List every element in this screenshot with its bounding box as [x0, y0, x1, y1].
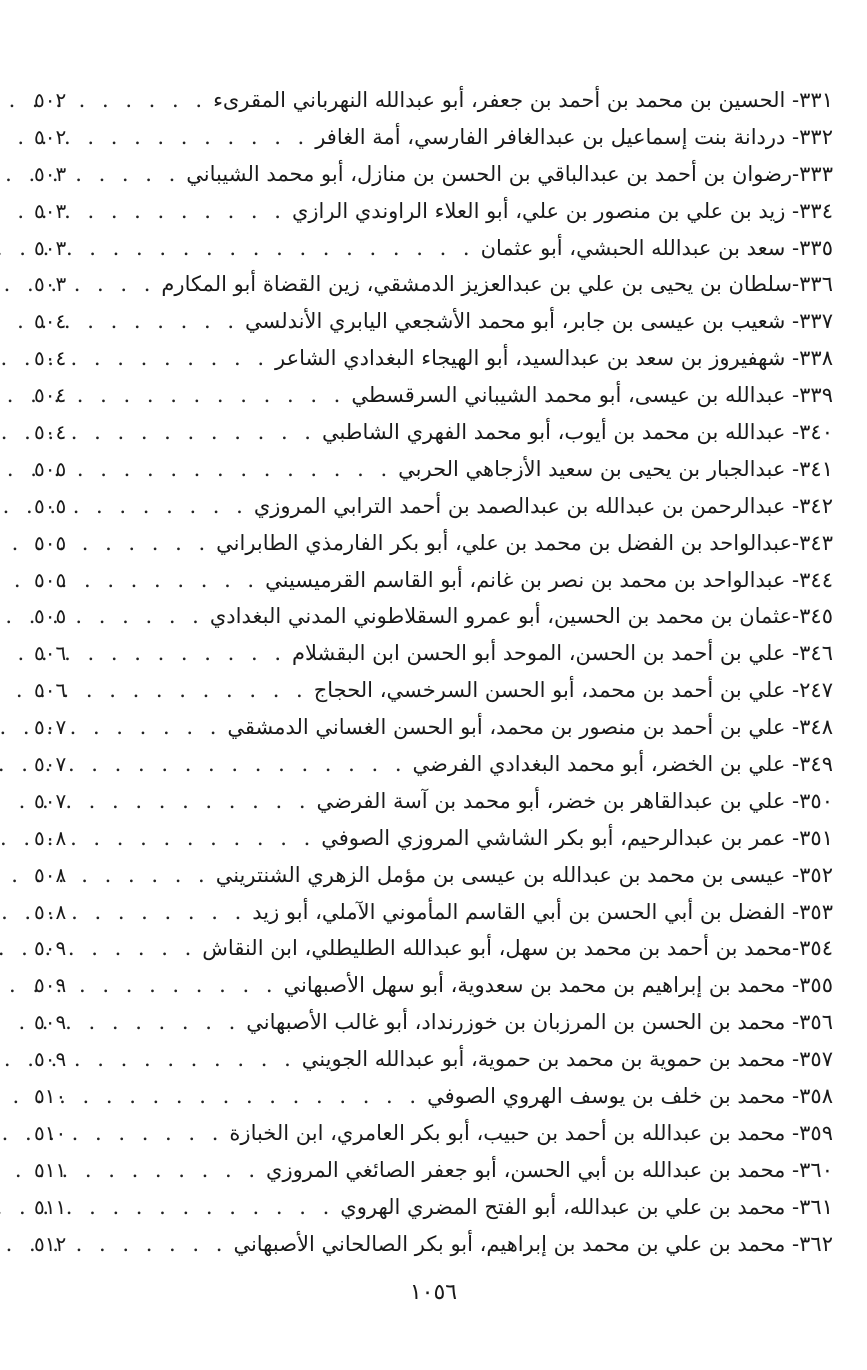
entry-title: ٣٥٩- محمد بن عبدالله بن أحمد بن حبيب، أبو بكر العامري، ابن الخبازة [229, 1120, 833, 1145]
entry-title: ٣٦٠- محمد بن عبدالله بن أبي الحسن، أبو جعفر الصائغي المروزي [266, 1157, 833, 1182]
toc-entry [34, 635, 833, 672]
entry-title: ٣٣٩- عبدالله بن عيسى، أبو محمد الشيباني السرقسطي [351, 383, 833, 408]
entry-title: ٣٣٦-سلطان بن يحيى بن علي بن عبدالعزيز الدمشقي، زين القضاة أبو المكارم [161, 272, 833, 297]
entry-title: ٣٥٣- الفضل بن أبي الحسن بن أبي القاسم المأموني الآملي، أبو زيد [252, 899, 833, 924]
entry-page-number: ٥٠٩ [34, 1010, 67, 1035]
dot-leader [88, 930, 202, 967]
entry-title: ٣٣٢- دردانة بنت إسماعيل بن عبدالغافر الفارسي، أمة الغافر [315, 124, 833, 149]
toc-entry [34, 894, 833, 931]
toc-entry [34, 746, 833, 783]
entry-page-number: ٥٠٥ [34, 493, 67, 518]
entry-page-number: ٥٠٩ [34, 936, 67, 961]
entry-title: ٣٤٥-عثمان بن محمد بن الحسين، أبو عمرو السقلاطوني المدني البغدادي [209, 604, 833, 629]
dot-leader [88, 451, 398, 488]
toc-entry [34, 857, 833, 894]
dot-leader [88, 967, 284, 1004]
entry-title: ٢٤٧- علي بن أحمد بن محمد، أبو الحسن السرخسي، الحجاج [313, 678, 833, 703]
dot-leader [88, 1041, 302, 1078]
entry-page-number: ٥١٠ [34, 1120, 67, 1145]
entry-page-number: ٥٠٥ [34, 530, 67, 555]
toc-entry [34, 1041, 833, 1078]
toc-entry [34, 230, 833, 267]
entry-page-number: ٥٠٣ [34, 272, 67, 297]
toc-entry [34, 340, 833, 377]
dot-leader [88, 562, 265, 599]
entry-title: ٣٤١- عبدالجبار بن يحيى بن سعيد الأزجاهي الحربي [398, 456, 833, 481]
dot-leader [88, 488, 254, 525]
toc-entry [34, 82, 833, 119]
entry-title: ٣٥٥- محمد بن إبراهيم بن محمد بن سعدوية، أبو سهل الأصبهاني [283, 973, 833, 998]
toc-entry [34, 930, 833, 967]
entry-title: ٣٥٢- عيسى بن محمد بن عبدالله بن عيسى بن مؤمل الزهري الشنتريني [215, 862, 833, 887]
entry-page-number: ٥١٠ [34, 1084, 67, 1109]
entry-title: ٣٤٨- علي بن أحمد بن منصور بن محمد، أبو الحسن الغساني الدمشقي [227, 715, 833, 740]
dot-leader [88, 193, 292, 230]
entry-page-number: ٥١٢ [34, 1231, 67, 1256]
toc-entry [34, 525, 833, 562]
entry-title: ٣٣٨- شهفيروز بن سعد بن عبدالسيد، أبو الهيجاء البغدادي الشاعر [275, 346, 833, 371]
toc-entry [34, 266, 833, 303]
entry-title: ٣٣١- الحسين بن محمد بن أحمد بن جعفر، أبو عبدالله النهرباني المقرىء [213, 88, 833, 112]
entry-title: ٣٤٢- عبدالرحمن بن عبدالله بن عبدالصمد بن أحمد الترابي المروزي [253, 493, 833, 518]
dot-leader [88, 635, 292, 672]
entry-page-number: ٥٠٦ [34, 678, 67, 703]
dot-leader [88, 377, 351, 414]
entry-page-number: ٥٠٦ [34, 641, 67, 666]
toc-entry [34, 414, 833, 451]
entry-page-number: ٥٠٧ [34, 715, 67, 740]
entry-title: ٣٣٥- سعد بن عبدالله الحبشي، أبو عثمان [480, 235, 833, 260]
entry-title: ٣٦١- محمد بن علي بن عبدالله، أبو الفتح المضري الهروي [340, 1194, 833, 1219]
entry-title: ٣٤٣-عبدالواحد بن الفضل بن محمد بن علي، أبو بكر الفارمذي الطابراني [216, 530, 833, 555]
toc-entry [34, 451, 833, 488]
dot-leader [88, 414, 322, 451]
entry-page-number: ٥٠٢ [34, 124, 67, 149]
page-number: ١٠٥٦ [409, 1280, 458, 1305]
entry-title: ٣٥٠- علي بن عبدالقاهر بن خضر، أبو محمد بن آسة الفرضي [316, 788, 833, 813]
toc-entry [34, 488, 833, 525]
entry-page-number: ٥٠٤ [34, 346, 67, 371]
entry-title: ٣٤٠- عبدالله بن محمد بن أيوب، أبو محمد الفهري الشاطبي [321, 420, 833, 445]
dot-leader [88, 82, 213, 119]
entry-page-number: ٥٠٤ [34, 309, 67, 334]
table-of-contents [34, 82, 833, 1263]
dot-leader [88, 303, 245, 340]
dot-leader [88, 746, 413, 783]
entry-title: ٣٣٧- شعيب بن عيسى بن جابر، أبو محمد الأشجعي اليابري الأندلسي [245, 309, 833, 334]
entry-page-number: ٥٠٣ [34, 198, 67, 223]
toc-entry [34, 1115, 833, 1152]
entry-page-number: ٥١١ [34, 1157, 67, 1182]
entry-page-number: ٥٠٨ [34, 899, 67, 924]
toc-entry [34, 783, 833, 820]
dot-leader [88, 525, 216, 562]
entry-title: ٣٤٦- علي بن أحمد بن الحسن، الموحد أبو الحسن ابن البقشلام [292, 641, 833, 666]
entry-title: ٣٤٩- علي بن الخضر، أبو محمد البغدادي الفرضي [412, 752, 833, 777]
dot-leader [88, 709, 227, 746]
toc-entry [34, 377, 833, 414]
entry-page-number: ٥٠٧ [34, 788, 67, 813]
dot-leader [88, 783, 317, 820]
dot-leader [88, 598, 210, 635]
entry-page-number: ٥٠٩ [34, 1047, 67, 1072]
dot-leader [88, 1115, 229, 1152]
entry-page-number: ٥٠٩ [34, 973, 67, 998]
entry-page-number: ٥٠٨ [34, 862, 67, 887]
toc-entry [34, 119, 833, 156]
entry-title: ٣٥١- عمر بن عبدالرحيم، أبو بكر الشاشي المروزي الصوفي [321, 825, 833, 850]
dot-leader [88, 230, 481, 267]
toc-entry [34, 1189, 833, 1226]
toc-entry [34, 1004, 833, 1041]
toc-entry [34, 303, 833, 340]
entry-page-number: ٥٠٢ [34, 88, 67, 112]
dot-leader [88, 156, 186, 193]
entry-page-number: ٥٠٣ [34, 161, 67, 186]
toc-entry [34, 1152, 833, 1189]
toc-entry [34, 709, 833, 746]
entry-page-number: ٥٠٥ [34, 456, 67, 481]
dot-leader [88, 857, 216, 894]
dot-leader [88, 1226, 233, 1263]
entry-title: ٣٥٦- محمد بن الحسن بن المرزبان بن خوزرنداد، أبو غالب الأصبهاني [246, 1010, 833, 1035]
toc-entry [34, 156, 833, 193]
entry-title: ٣٥٨- محمد بن خلف بن يوسف الهروي الصوفي [427, 1084, 833, 1109]
toc-entry [34, 820, 833, 857]
entry-title: ٣٥٤-محمد بن أحمد بن محمد بن سهل، أبو عبدالله الطليطلي، ابن النقاش [202, 936, 833, 961]
toc-entry [34, 1226, 833, 1263]
dot-leader [88, 1189, 340, 1226]
dot-leader [88, 1004, 246, 1041]
entry-page-number: ٥٠٤ [34, 383, 67, 408]
entry-page-number: ٥٠٤ [34, 420, 67, 445]
entry-page-number: ٥١١ [34, 1194, 67, 1219]
toc-entry [34, 193, 833, 230]
entry-page-number: ٥٠٣ [34, 235, 67, 260]
entry-page-number: ٥٠٥ [34, 567, 67, 592]
toc-entry [34, 1078, 833, 1115]
entry-title: ٣٥٧- محمد بن حموية بن محمد بن حموية، أبو عبدالله الجويني [301, 1047, 833, 1072]
dot-leader [88, 820, 321, 857]
dot-leader [88, 1078, 427, 1115]
entry-page-number: ٥٠٧ [34, 752, 67, 777]
dot-leader [88, 266, 161, 303]
dot-leader [88, 894, 252, 931]
dot-leader [88, 672, 314, 709]
entry-title: ٣٣٣-رضوان بن أحمد بن عبدالباقي بن الحسن بن منازل، أبو محمد الشيباني [186, 161, 833, 186]
entry-page-number: ٥٠٨ [34, 825, 67, 850]
toc-entry [34, 598, 833, 635]
entry-title: ٣٦٢- محمد بن علي بن محمد بن إبراهيم، أبو بكر الصالحاني الأصبهاني [233, 1231, 833, 1256]
toc-entry [34, 562, 833, 599]
dot-leader [88, 340, 275, 377]
toc-entry [34, 672, 833, 709]
dot-leader [88, 119, 315, 156]
entry-title: ٣٤٤- عبدالواحد بن محمد بن نصر بن غانم، أبو القاسم القرميسيني [265, 567, 833, 592]
toc-entry [34, 967, 833, 1004]
entry-title: ٣٣٤- زيد بن علي بن منصور بن علي، أبو العلاء الراوندي الرازي [291, 198, 833, 223]
entry-page-number: ٥٠٥ [34, 604, 67, 629]
dot-leader [88, 1152, 266, 1189]
